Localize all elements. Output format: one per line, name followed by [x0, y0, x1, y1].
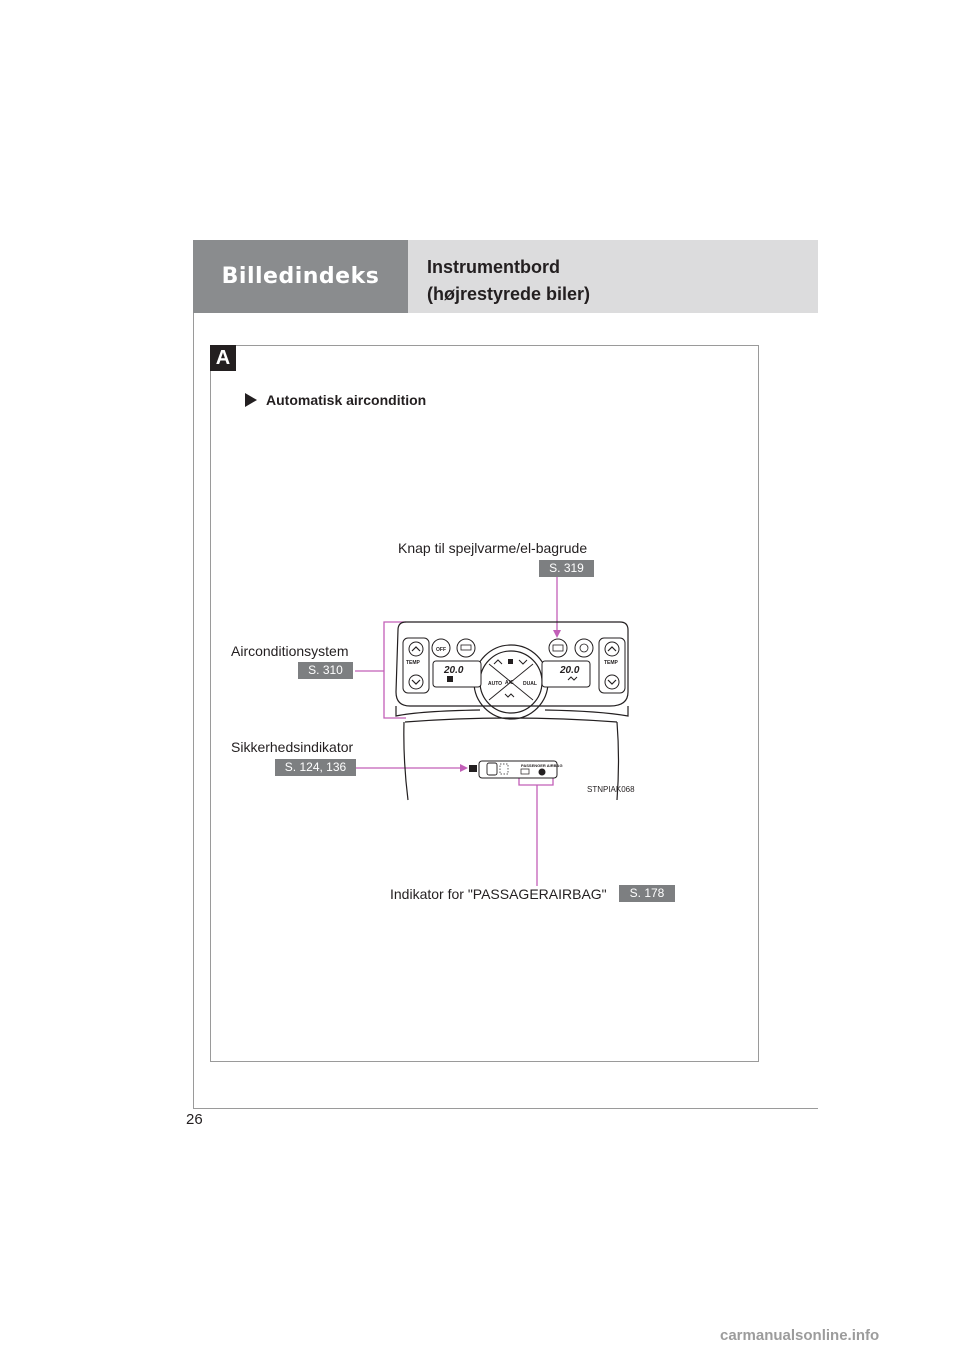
- dual-button: DUAL: [523, 681, 537, 687]
- fan-level-icon: [447, 676, 453, 682]
- callout-lines: [355, 577, 557, 886]
- subheading-text: Automatisk aircondition: [266, 392, 427, 408]
- temp-right-down-button: [605, 675, 619, 689]
- aircon-ref[interactable]: S. 310: [298, 662, 353, 679]
- ac-button: A/C: [505, 680, 514, 686]
- security-ref[interactable]: S. 124, 136: [275, 759, 356, 776]
- aircon-label: Airconditionsystem: [231, 643, 349, 659]
- passenger-airbag-strip-text: PASSENGER AIRBAG: [521, 763, 563, 768]
- figure-code: STNPIAK068: [587, 785, 635, 794]
- temp-left-text: TEMP: [406, 660, 420, 666]
- fan-up-icon: [519, 660, 527, 664]
- mirror-heater-arrow-icon: [553, 630, 561, 638]
- left-temp-readout: 20.0: [444, 665, 464, 676]
- airbag-off-icon: [539, 769, 546, 776]
- mirror-heater-ref[interactable]: S. 319: [539, 560, 594, 577]
- passenger-airbag-label: Indikator for "PASSAGERAIRBAG": [390, 886, 607, 902]
- page-title-line1: Instrumentbord: [427, 257, 560, 277]
- auto-button: AUTO: [488, 681, 503, 687]
- off-button-text: OFF: [436, 647, 446, 653]
- temp-right-up-button: [605, 642, 619, 656]
- section-tab: Billedindeks: [193, 240, 408, 313]
- mode-icon: [505, 694, 514, 697]
- security-arrow-icon: [460, 764, 468, 772]
- mirror-heater-label: Knap til spejlvarme/el-bagrude: [398, 540, 588, 556]
- temp-left-up-button: [409, 642, 423, 656]
- security-label: Sikkerhedsindikator: [231, 739, 354, 755]
- security-indicator-icon: [469, 765, 477, 772]
- page-title-line2: (højrestyrede biler): [427, 284, 591, 304]
- fan-down-icon: [494, 660, 502, 664]
- front-defrost-button: [457, 639, 475, 657]
- panel-tag: A: [210, 345, 236, 371]
- watermark: carmanualsonline.info: [720, 1327, 880, 1344]
- rear-defrost-button: [549, 639, 567, 657]
- passenger-airbag-ref[interactable]: S. 178: [619, 885, 675, 902]
- temp-left-down-button: [409, 675, 423, 689]
- right-temp-readout: 20.0: [560, 665, 580, 676]
- page-number: 26: [186, 1111, 203, 1128]
- fan-icon: [508, 659, 513, 664]
- temp-right-text: TEMP: [604, 660, 618, 666]
- recirculation-button: [575, 639, 593, 657]
